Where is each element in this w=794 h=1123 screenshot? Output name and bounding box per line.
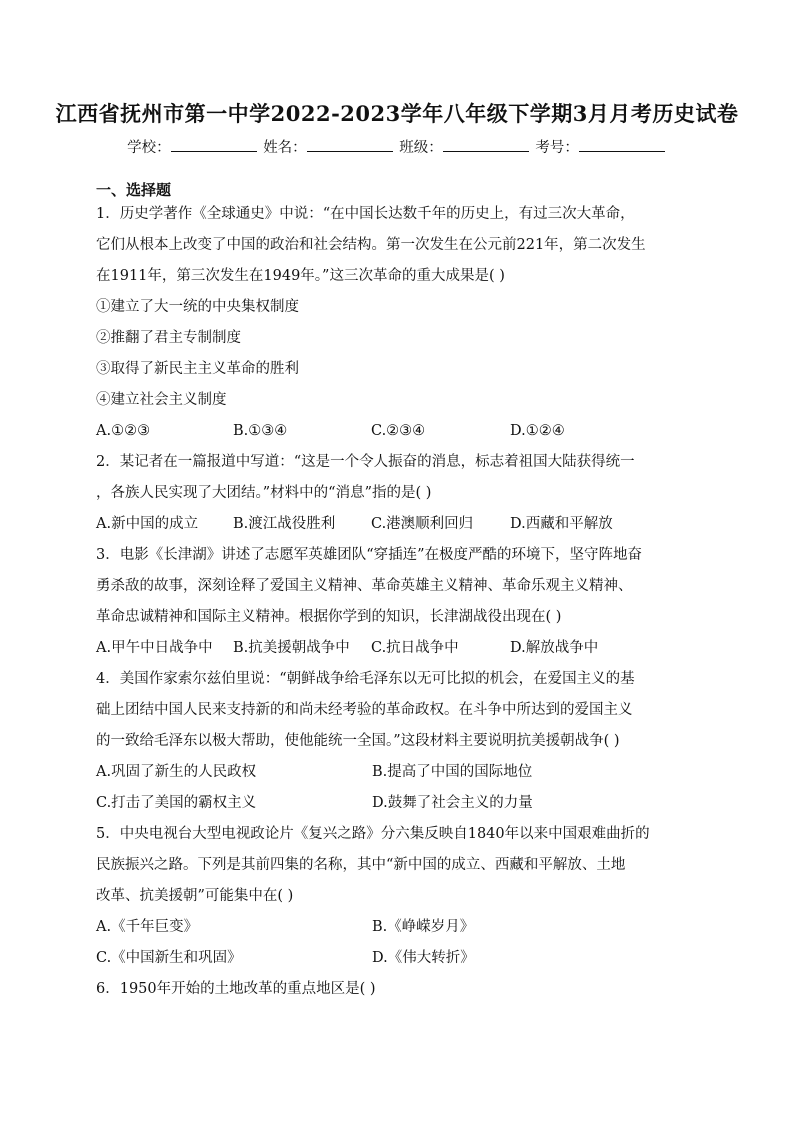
question-5-line-2: 民族振兴之路。下列是其前四集的名称，其中“新中国的成立、西藏和平解放、土地 — [96, 857, 626, 873]
exam-number-label: 考号： — [535, 140, 579, 156]
section-heading: 一、选择题 — [96, 181, 172, 199]
question-4-option-d[interactable]: D.鼓舞了社会主义的力量 — [372, 795, 533, 811]
question-1-line-1: 1．历史学著作《全球通史》中说：“在中国长达数千年的历史上，有过三次大革命， — [96, 206, 635, 222]
question-2-option-d[interactable]: D.西藏和平解放 — [510, 516, 613, 532]
question-3-option-a[interactable]: A.甲午中日战争中 — [96, 640, 213, 656]
question-4-option-b[interactable]: B.提高了中国的国际地位 — [372, 764, 533, 780]
question-6-line-1: 6．1950年开始的土地改革的重点地区是( ) — [96, 981, 376, 997]
question-5-option-c[interactable]: C.《中国新生和巩固》 — [96, 950, 242, 966]
question-1-option-a[interactable]: A.①②③ — [96, 423, 151, 439]
question-5-option-a[interactable]: A.《千年巨变》 — [96, 919, 199, 935]
question-1-item-2: ②推翻了君主专制制度 — [96, 330, 241, 346]
question-2-line-2: ，各族人民实现了大团结。”材料中的“消息”指的是( ) — [96, 485, 432, 501]
question-2-line-1: 2．某记者在一篇报道中写道：“这是一个令人振奋的消息，标志着祖国大陆获得统一 — [96, 454, 635, 470]
question-3-option-c[interactable]: C.抗日战争中 — [371, 640, 459, 656]
class-label: 班级： — [399, 140, 443, 156]
question-2-option-b[interactable]: B.渡江战役胜利 — [233, 516, 336, 532]
question-3-option-d[interactable]: D.解放战争中 — [510, 640, 599, 656]
question-5-option-b[interactable]: B.《峥嵘岁月》 — [372, 919, 475, 935]
class-blank[interactable] — [443, 137, 529, 152]
school-label: 学校： — [127, 140, 171, 156]
question-4-option-a[interactable]: A.巩固了新生的人民政权 — [96, 764, 257, 780]
question-1-option-d[interactable]: D.①②④ — [510, 423, 565, 439]
question-1-option-c[interactable]: C.②③④ — [371, 423, 426, 439]
question-1-line-2: 它们从根本上改变了中国的政治和社会结构。第一次发生在公元前221年，第二次发生 — [96, 237, 646, 253]
school-blank[interactable] — [171, 137, 257, 152]
question-1-item-3: ③取得了新民主主义革命的胜利 — [96, 361, 299, 377]
name-label: 姓名： — [263, 140, 307, 156]
question-4-line-2: 础上团结中国人民来支持新的和尚未经考验的革命政权。在斗争中所达到的爱国主义 — [96, 702, 633, 718]
question-5-line-3: 改革、抗美援朝”可能集中在( ) — [96, 888, 294, 904]
question-2-option-c[interactable]: C.港澳顺利回归 — [371, 516, 474, 532]
student-info-row — [0, 136, 794, 157]
question-1-item-1: ①建立了大一统的中央集权制度 — [96, 299, 299, 315]
question-3-line-2: 勇杀敌的故事，深刻诠释了爱国主义精神、革命英雄主义精神、革命乐观主义精神、 — [96, 578, 633, 594]
question-3-option-b[interactable]: B.抗美援朝战争中 — [233, 640, 350, 656]
question-2-option-a[interactable]: A.新中国的成立 — [96, 516, 199, 532]
question-3-line-3: 革命忠诚精神和国际主义精神。根据你学到的知识，长津湖战役出现在( ) — [96, 609, 562, 625]
question-5-line-1: 5．中央电视台大型电视政论片《复兴之路》分六集反映自1840年以来中国艰难曲折的 — [96, 826, 650, 842]
question-5-option-d[interactable]: D.《伟大转折》 — [372, 950, 475, 966]
question-3-line-1: 3．电影《长津湖》讲述了志愿军英雄团队“穿插连”在极度严酷的环境下，坚守阵地奋 — [96, 547, 643, 563]
question-4-option-c[interactable]: C.打击了美国的霸权主义 — [96, 795, 257, 811]
question-1-line-3: 在1911年，第三次发生在1949年。”这三次革命的重大成果是( ) — [96, 268, 505, 284]
name-blank[interactable] — [307, 137, 393, 152]
exam-title: 江西省抚州市第一中学2022-2023学年八年级下学期3月月考历史试卷 — [55, 101, 739, 126]
question-1-option-b[interactable]: B.①③④ — [233, 423, 288, 439]
question-1-item-4: ④建立社会主义制度 — [96, 392, 227, 408]
question-4-line-1: 4．美国作家索尔兹伯里说：“朝鲜战争给毛泽东以无可比拟的机会，在爱国主义的基 — [96, 671, 635, 687]
exam-number-blank[interactable] — [579, 137, 665, 152]
question-4-line-3: 的一致给毛泽东以极大帮助，使他能统一全国。”这段材料主要说明抗美援朝战争( ) — [96, 733, 620, 749]
